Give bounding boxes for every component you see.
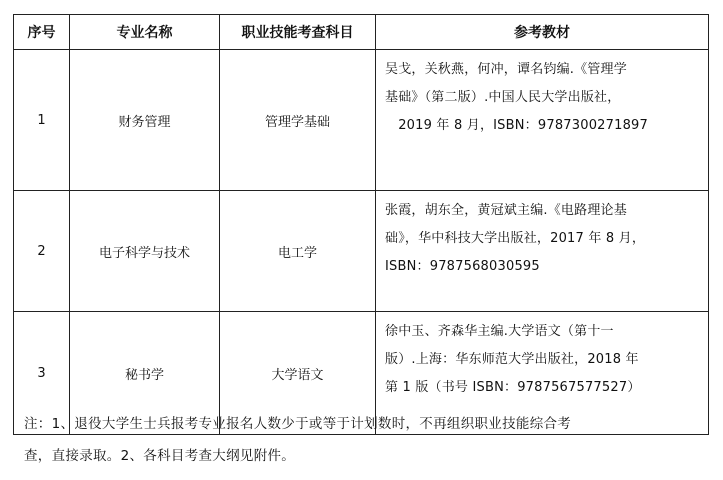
reference-line: ISBN：9787568030595 bbox=[385, 259, 540, 274]
reference-line: 徐中玉、齐森华主编.大学语文（第十一 bbox=[385, 324, 614, 339]
reference-line: 吴戈，关秋燕，何冲，谭名钧编.《管理学 bbox=[385, 62, 627, 77]
table-header-row bbox=[14, 15, 709, 50]
row-major: 秘书学 bbox=[70, 312, 220, 435]
course-table bbox=[13, 14, 709, 435]
row-major: 财务管理 bbox=[70, 50, 220, 191]
row-index: 3 bbox=[14, 312, 70, 435]
footnote-line: 注：1、退役大学生士兵报考专业报名人数少于或等于计划数时，不再组织职业技能综合考 bbox=[24, 416, 572, 432]
header-index: 序号 bbox=[14, 15, 70, 50]
reference-line: 2019 年 8 月，ISBN：9787300271897 bbox=[385, 118, 649, 133]
row-subject: 电工学 bbox=[220, 191, 376, 312]
row-reference bbox=[376, 50, 709, 191]
reference-line: 版）.上海：华东师范大学出版社，2018 年 bbox=[385, 352, 639, 367]
row-reference bbox=[376, 191, 709, 312]
reference-line: 第 1 版（书号 ISBN：9787567577527） bbox=[385, 380, 641, 395]
row-index: 2 bbox=[14, 191, 70, 312]
reference-line: 张霞，胡东全，黄冠斌主编.《电路理论基 bbox=[385, 203, 627, 218]
footnote-line: 查，直接录取。2、各科目考查大纲见附件。 bbox=[24, 448, 296, 464]
row-major: 电子科学与技术 bbox=[70, 191, 220, 312]
row-index: 1 bbox=[14, 50, 70, 191]
header-subject: 职业技能考查科目 bbox=[220, 15, 376, 50]
header-major: 专业名称 bbox=[70, 15, 220, 50]
header-reference: 参考教材 bbox=[376, 15, 709, 50]
reference-line: 础》，华中科技大学出版社，2017 年 8 月， bbox=[385, 231, 646, 246]
row-subject: 管理学基础 bbox=[220, 50, 376, 191]
table-row bbox=[14, 50, 709, 191]
reference-line: 基础》（第二版）.中国人民大学出版社， bbox=[385, 90, 621, 105]
footnote bbox=[24, 408, 709, 472]
table-row bbox=[14, 191, 709, 312]
row-subject: 大学语文 bbox=[220, 312, 376, 435]
